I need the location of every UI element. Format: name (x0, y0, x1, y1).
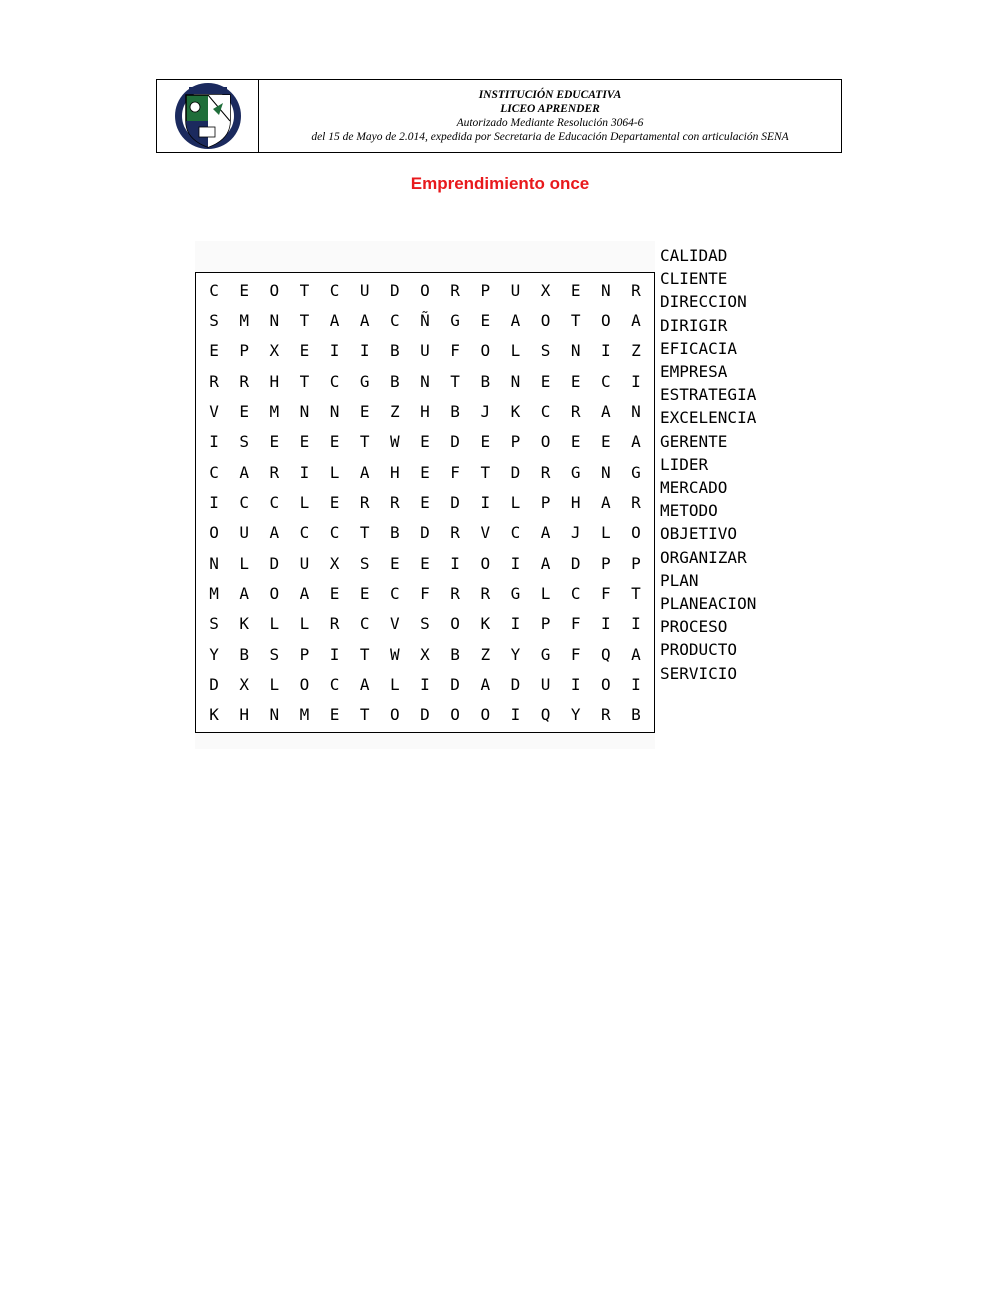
grid-letter: A (359, 462, 370, 482)
word-list-item: SERVICIO (660, 663, 738, 683)
grid-letter: W (390, 432, 400, 452)
grid-letter: E (299, 341, 310, 361)
word-list-item: CLIENTE (660, 269, 728, 289)
grid-letter: I (480, 492, 491, 512)
grid-letter: O (450, 614, 460, 634)
grid-letter: O (269, 583, 280, 603)
grid-letter: I (359, 341, 370, 361)
word-list-item: PROCESO (660, 617, 728, 637)
grid-letter: P (540, 614, 551, 634)
grid-letter: A (600, 492, 611, 512)
grid-letter: Z (631, 341, 641, 361)
grid-letter: F (570, 614, 581, 634)
grid-letter: A (540, 523, 551, 543)
grid-letter: E (239, 401, 250, 421)
word-list-item: CALIDAD (660, 246, 728, 265)
word-list-item: PRODUCTO (660, 640, 738, 660)
grid-letter: U (420, 341, 430, 361)
grid-letter: F (450, 341, 460, 361)
grid-letter: I (329, 341, 340, 361)
grid-letter: U (239, 523, 250, 543)
word-list-item: EMPRESA (660, 362, 728, 382)
grid-letter: R (450, 583, 460, 603)
grid-letter: D (450, 492, 460, 512)
grid-letter: S (420, 614, 430, 634)
word-list-item: MERCADO (660, 478, 728, 498)
grid-letter: E (570, 280, 581, 300)
page-title: Emprendimiento once (410, 174, 590, 193)
grid-letter: B (450, 644, 460, 664)
grid-letter: S (359, 553, 370, 573)
grid-letter: F (600, 583, 611, 603)
grid-letter: R (359, 492, 370, 512)
grid-letter: L (329, 462, 340, 482)
grid-letter: E (209, 341, 219, 361)
grid-letter: O (480, 553, 491, 573)
grid-letter: C (600, 371, 611, 391)
grid-letter: M (299, 705, 310, 725)
grid-letter: F (570, 644, 581, 664)
grid-letter: E (420, 553, 430, 573)
grid-letter: P (600, 553, 611, 573)
grid-letter: M (269, 401, 280, 421)
grid-letter: C (329, 280, 340, 300)
grid-letter: L (269, 674, 280, 694)
grid-letter: E (390, 553, 400, 573)
grid-letter: H (570, 492, 581, 512)
grid-letter: N (510, 371, 521, 391)
grid-letter: R (480, 583, 491, 603)
grid-letter: B (631, 705, 641, 725)
grid-letter: K (510, 401, 521, 421)
school-shield-logo (173, 81, 243, 151)
grid-letter: C (510, 523, 521, 543)
grid-letter: D (420, 705, 430, 725)
grid-letter: T (631, 583, 641, 603)
grid-letter: L (390, 674, 400, 694)
grid-letter: E (359, 401, 370, 421)
grid-letter: E (420, 492, 430, 512)
grid-letter: U (510, 280, 521, 300)
grid-letter: C (390, 583, 400, 603)
grid-letter: Y (209, 644, 219, 664)
grid-letter: O (420, 280, 430, 300)
grid-letter: T (299, 310, 310, 330)
grid-letter: N (269, 705, 280, 725)
grid-letter: L (239, 553, 250, 573)
grid-letter: E (329, 583, 340, 603)
grid-letter: I (510, 705, 521, 725)
grid-letter: N (329, 401, 340, 421)
grid-letter: D (269, 553, 280, 573)
grid-letter: C (329, 674, 340, 694)
grid-letter: B (390, 371, 400, 391)
grid-letter: I (510, 553, 521, 573)
grid-letter: L (510, 492, 521, 512)
grid-letter: X (269, 341, 280, 361)
grid-letter: Q (600, 644, 611, 664)
grid-letter: E (540, 371, 551, 391)
grid-letter: A (269, 523, 280, 543)
grid-letter: N (600, 280, 611, 300)
grid-letter: A (239, 462, 250, 482)
institution-header (156, 79, 842, 153)
grid-letter: G (540, 644, 551, 664)
grid-letter: H (269, 371, 280, 391)
word-list-item: GERENTE (660, 431, 728, 451)
grid-letter: L (600, 523, 611, 543)
grid-letter: X (540, 280, 551, 300)
grid-letter: T (359, 432, 370, 452)
grid-letter: E (420, 432, 430, 452)
grid-letter: T (450, 371, 460, 391)
grid-letter: M (239, 310, 250, 330)
grid-letter: Z (480, 644, 491, 664)
grid-letter: V (390, 614, 400, 634)
grid-letter: P (510, 432, 521, 452)
grid-letter: O (269, 280, 280, 300)
grid-letter: E (359, 583, 370, 603)
grid-letter: S (209, 310, 219, 330)
grid-letter: E (570, 371, 581, 391)
grid-letter: R (600, 705, 611, 725)
grid-letter: C (239, 492, 250, 512)
grid-letter: G (631, 462, 641, 482)
grid-letter: N (570, 341, 581, 361)
grid-letter: U (359, 280, 370, 300)
grid-letter: G (450, 310, 460, 330)
grid-letter: R (631, 492, 641, 512)
grid-letter: E (239, 280, 250, 300)
word-list-item: ORGANIZAR (660, 547, 747, 567)
grid-letter: A (329, 310, 340, 330)
grid-letter: E (480, 310, 491, 330)
grid-letter: A (359, 674, 370, 694)
grid-letter: X (239, 674, 250, 694)
grid-letter: N (631, 401, 641, 421)
grid-letter: R (209, 371, 219, 391)
grid-letter: I (329, 644, 340, 664)
grid-letter: K (239, 614, 250, 634)
grid-letter: I (209, 492, 219, 512)
grid-letter: Y (570, 705, 581, 725)
grid-letter: G (359, 371, 370, 391)
grid-letter: D (450, 674, 460, 694)
grid-letter: C (390, 310, 400, 330)
grid-letter: N (299, 401, 310, 421)
grid-letter: Z (390, 401, 400, 421)
grid-letter: F (420, 583, 430, 603)
word-list-item: LIDER (660, 454, 709, 474)
grid-letter: O (540, 432, 551, 452)
grid-letter: C (299, 523, 310, 543)
grid-letter: X (329, 553, 340, 573)
grid-letter: D (510, 462, 521, 482)
grid-letter: T (480, 462, 491, 482)
grid-letter: K (209, 705, 219, 725)
grid-letter: S (540, 341, 551, 361)
grid-letter: R (239, 371, 250, 391)
grid-letter: O (390, 705, 400, 725)
grid-letter: L (510, 341, 521, 361)
grid-letter: Y (510, 644, 521, 664)
grid-letter: R (269, 462, 280, 482)
grid-letter: E (570, 432, 581, 452)
grid-letter: F (450, 462, 460, 482)
grid-letter: J (570, 523, 581, 543)
grid-letter: C (540, 401, 551, 421)
grid-letter: A (359, 310, 370, 330)
grid-letter: H (420, 401, 430, 421)
grid-letter: D (209, 674, 219, 694)
grid-letter: T (359, 523, 370, 543)
grid-letter: O (631, 523, 641, 543)
grid-letter: A (510, 310, 521, 330)
grid-letter: E (600, 432, 611, 452)
grid-letter: B (390, 523, 400, 543)
grid-letter: E (480, 432, 491, 452)
grid-letter: B (390, 341, 400, 361)
grid-letter: S (269, 644, 280, 664)
header-details: del 15 de Mayo de 2.014, expedida por Secretaria de Educación Departamental con articulación SENA (311, 131, 789, 143)
grid-letter: L (299, 614, 310, 634)
grid-letter: E (420, 462, 430, 482)
grid-letter: O (600, 310, 611, 330)
grid-letter: D (570, 553, 581, 573)
grid-letter: E (329, 705, 340, 725)
grid-letter: Ñ (420, 310, 430, 330)
grid-letter: E (329, 492, 340, 512)
grid-letter: T (299, 371, 310, 391)
header-school-name: LICEO APRENDER (500, 103, 600, 115)
word-list-item: METODO (660, 501, 718, 521)
grid-letter: U (540, 674, 551, 694)
grid-letter: O (540, 310, 551, 330)
grid-letter: R (390, 492, 400, 512)
grid-letter: H (239, 705, 250, 725)
grid-letter: E (299, 432, 310, 452)
grid-letter: T (570, 310, 581, 330)
grid-letter: E (329, 432, 340, 452)
grid-letter: V (209, 401, 219, 421)
grid-letter: V (480, 523, 491, 543)
grid-letter: W (390, 644, 400, 664)
grid-letter: B (239, 644, 250, 664)
grid-letter: P (540, 492, 551, 512)
grid-letter: A (239, 583, 250, 603)
word-list-item: DIRECCION (660, 292, 747, 312)
grid-letter: N (269, 310, 280, 330)
grid-letter: R (450, 280, 460, 300)
grid-letter: R (631, 280, 641, 300)
grid-letter: H (390, 462, 400, 482)
grid-letter: P (239, 341, 250, 361)
grid-letter: O (450, 705, 460, 725)
header-resolution: Autorizado Mediante Resolución 3064-6 (456, 117, 644, 129)
grid-letter: E (269, 432, 280, 452)
logo-cell (157, 80, 259, 152)
grid-letter: C (209, 280, 219, 300)
grid-letter: C (329, 371, 340, 391)
grid-letter: D (420, 523, 430, 543)
word-search-grid (195, 272, 655, 733)
grid-letter: O (299, 674, 310, 694)
grid-letter: I (299, 462, 310, 482)
grid-letter: C (359, 614, 370, 634)
grid-letter: I (510, 614, 521, 634)
grid-letter: U (299, 553, 310, 573)
grid-letter: M (209, 583, 219, 603)
grid-letter: B (480, 371, 491, 391)
grid-letter: B (450, 401, 460, 421)
grid-letter: S (209, 614, 219, 634)
grid-letter: O (209, 523, 219, 543)
grid-letter: I (600, 614, 611, 634)
grid-letter: D (510, 674, 521, 694)
word-list-item: PLAN (660, 570, 699, 590)
grid-letter: A (631, 432, 641, 452)
grid-letter: C (570, 583, 581, 603)
grid-letter: A (299, 583, 310, 603)
grid-letter: J (480, 401, 491, 421)
grid-letter: I (450, 553, 460, 573)
header-institution: INSTITUCIÓN EDUCATIVA (478, 89, 622, 101)
grid-letter: T (359, 644, 370, 664)
grid-letter: A (480, 674, 491, 694)
grid-letter: Q (540, 705, 551, 725)
grid-letter: O (480, 341, 491, 361)
grid-letter: N (209, 553, 219, 573)
grid-letter: N (600, 462, 611, 482)
grid-letter: P (631, 553, 641, 573)
grid-letter: A (600, 401, 611, 421)
grid-letter: L (540, 583, 551, 603)
grid-letter: O (600, 674, 611, 694)
word-list (660, 244, 756, 685)
grid-letter: X (420, 644, 430, 664)
grid-letter: D (450, 432, 460, 452)
word-list-item: PLANEACION (660, 594, 757, 614)
grid-letter: P (480, 280, 491, 300)
grid-letter: N (420, 371, 430, 391)
grid-letter: O (480, 705, 491, 725)
header-text (259, 80, 841, 152)
grid-letter: C (329, 523, 340, 543)
word-list-item: EFICACIA (660, 338, 738, 358)
grid-letter: I (209, 432, 219, 452)
word-list-item: OBJETIVO (660, 524, 738, 544)
grid-letter: A (540, 553, 551, 573)
grid-letter: A (631, 310, 641, 330)
grid-letter: G (510, 583, 521, 603)
grid-letter: I (600, 341, 611, 361)
grid-letter: R (540, 462, 551, 482)
grid-letter: C (209, 462, 219, 482)
grid-letter: I (631, 674, 641, 694)
grid-letter: P (299, 644, 310, 664)
grid-letter: A (631, 644, 641, 664)
grid-letter: I (631, 371, 641, 391)
grid-letter: G (570, 462, 581, 482)
grid-letter: S (239, 432, 250, 452)
grid-letter: R (570, 401, 581, 421)
word-list-item: ESTRATEGIA (660, 385, 757, 405)
grid-letter: C (269, 492, 280, 512)
grid-letter: T (359, 705, 370, 725)
grid-letter: R (329, 614, 340, 634)
grid-letter: L (269, 614, 280, 634)
grid-letter: K (480, 614, 491, 634)
grid-letter: I (631, 614, 641, 634)
grid-letter: D (390, 280, 400, 300)
grid-letter: I (570, 674, 581, 694)
word-list-item: DIRIGIR (660, 315, 728, 335)
grid-letter: R (450, 523, 460, 543)
word-list-item: EXCELENCIA (660, 408, 757, 428)
grid-letter: L (299, 492, 310, 512)
grid-letter: I (420, 674, 430, 694)
grid-letter: T (299, 280, 310, 300)
